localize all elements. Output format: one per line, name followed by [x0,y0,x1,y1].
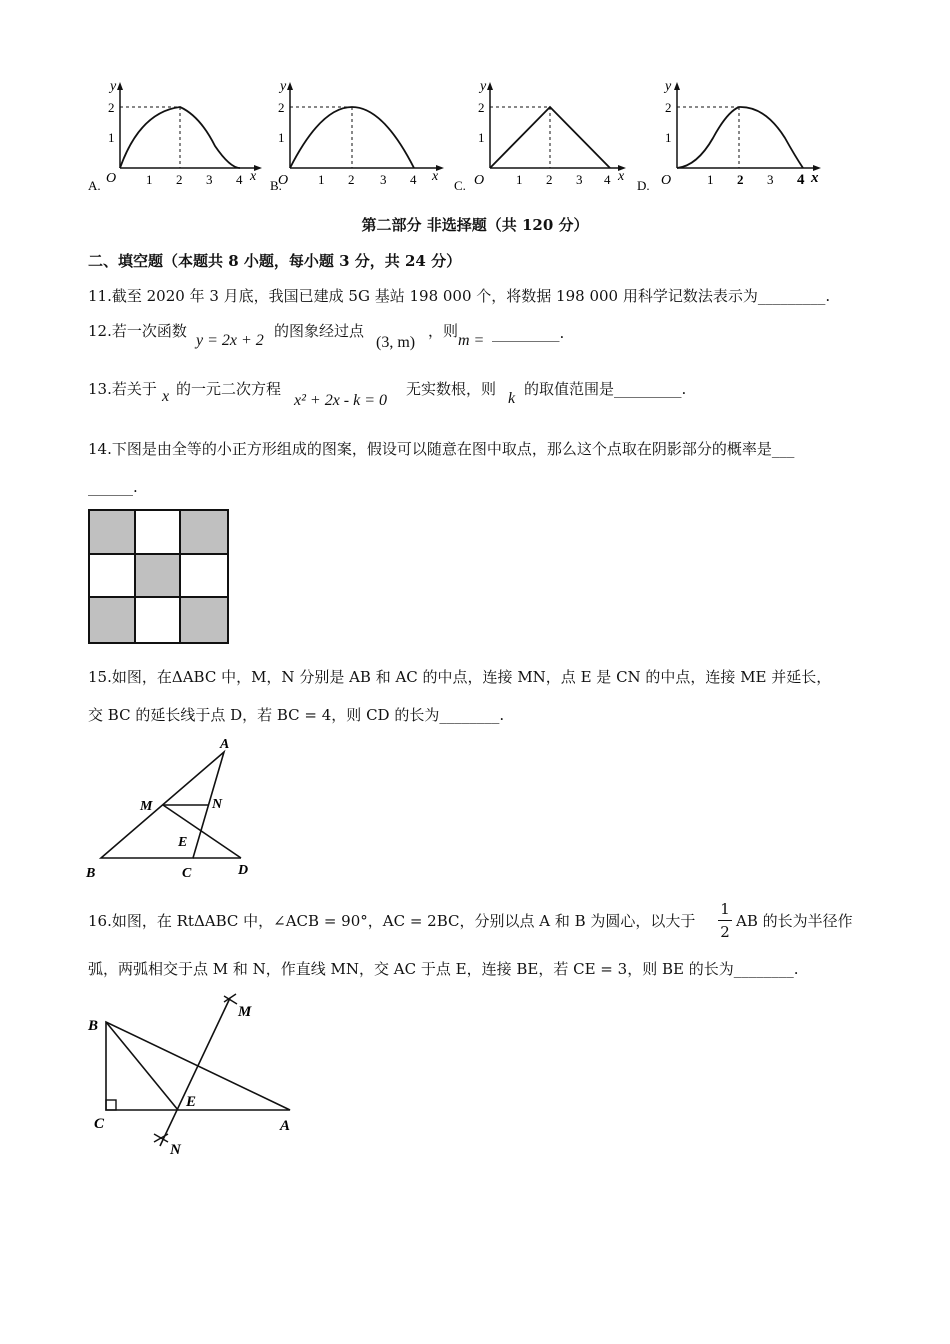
question-11: 11.截至 2020 年 3 月底，我国已建成 5G 基站 198 000 个，将数据 198 000 用科学记数法表示为_________. [88,287,831,305]
svg-text:2: 2 [348,172,355,187]
label-N: N [212,797,223,812]
svg-text:y: y [665,79,672,94]
triangle-figure-q15 [80,732,270,882]
svg-text:2: 2 [665,100,672,115]
svg-text:y: y [480,79,487,94]
svg-text:B.: B. [270,178,282,193]
svg-text:4: 4 [236,172,243,187]
label-D: D [238,863,249,878]
svg-text:x: x [618,169,625,184]
section-title: 二、填空题（本题共 8 小题，每小题 3 分，共 24 分） [88,252,462,270]
svg-text:2: 2 [478,100,485,115]
question-15-line1: 15.如图，在ΔABC 中，M，N 分别是 AB 和 AC 的中点，连接 MN，点 E 是 CN 的中点，连接 ME 并延长， [88,668,832,686]
answer-blank: _________. [492,324,565,342]
grid-cell-shaded [181,511,227,555]
grid-cell-shaded [90,511,136,555]
graph-a [80,76,270,196]
svg-text:3: 3 [380,172,387,187]
svg-text:1: 1 [707,172,714,187]
svg-text:3: 3 [767,172,774,187]
svg-text:O: O [106,171,117,186]
svg-text:2: 2 [278,100,285,115]
svg-text:1: 1 [478,130,485,145]
label-A: A [280,1118,291,1134]
question-16-line1: 16.如图，在 RtΔABC 中，∠ACB = 90°，AC = 2BC，分别以点 A 和 B 为圆心，以大于 1 2 AB 的长为半径作 [88,900,853,941]
label-M: M [238,1004,252,1020]
svg-text:C.: C. [454,178,466,193]
svg-text:O: O [661,173,672,188]
triangle-figure-q16 [84,988,291,1162]
svg-text:4: 4 [797,172,805,188]
svg-text:1: 1 [516,172,523,187]
label-M: M [140,799,153,814]
shaded-grid-figure [88,509,229,644]
svg-text:1: 1 [108,130,115,145]
svg-text:1: 1 [278,130,285,145]
grid-cell-shaded [181,598,227,642]
svg-text:2: 2 [108,100,115,115]
svg-text:2: 2 [737,172,744,187]
graph-d [635,76,835,196]
svg-text:2: 2 [176,172,183,187]
svg-text:2: 2 [546,172,553,187]
label-C: C [94,1116,105,1132]
svg-text:1: 1 [146,172,153,187]
question-15-line2: 交 BC 的延长线于点 D，若 BC = 4，则 CD 的长为________. [88,706,505,724]
svg-text:x: x [432,169,439,184]
equation: x² + 2x - k = 0 [294,392,388,409]
question-16-line2: 弧，两弧相交于点 M 和 N，作直线 MN，交 AC 于点 E，连接 BE，若 CE = 3，则 BE 的长为________. [88,960,799,978]
label-N: N [170,1142,181,1158]
svg-text:1: 1 [318,172,325,187]
grid-cell [181,555,227,599]
grid-cell [90,555,136,599]
option-graphs [80,76,880,196]
graph-b [268,76,458,196]
grid-cell-shaded [136,555,182,599]
question-14-line1: 14.下图是由全等的小正方形组成的图案，假设可以随意在图中取点，那么这个点取在阴影部分的概率是___ [88,440,795,458]
label-C: C [182,866,192,881]
function-expression: y = 2x + 2 [196,332,264,349]
label-E: E [186,1094,197,1110]
question-14-line2: ______. [88,478,138,496]
svg-text:O: O [278,173,289,188]
svg-text:1: 1 [665,130,672,145]
question-12: 12.若一次函数 y = 2x + 2 的图象经过点 (3, m) ，则 m = _________. [88,322,565,351]
label-B: B [88,1018,99,1034]
part-title: 第二部分 非选择题（共 120 分） [361,216,589,234]
graph-c [452,76,642,196]
svg-text:4: 4 [410,172,417,187]
label-B: B [86,866,96,881]
question-13: 13.若关于 x 的一元二次方程 x² + 2x - k = 0 无实数根，则 k 的取值范围是_________. [88,380,687,409]
label-E: E [178,835,188,850]
option-label: A. [88,178,101,193]
svg-text:y: y [280,79,287,94]
svg-text:4: 4 [604,172,611,187]
svg-text:3: 3 [576,172,583,187]
label-A: A [220,737,230,752]
svg-text:x: x [250,169,257,184]
grid-cell [136,511,182,555]
svg-text:O: O [474,173,485,188]
svg-text:y: y [110,79,117,94]
svg-text:D.: D. [637,178,650,193]
grid-cell-shaded [90,598,136,642]
svg-text:3: 3 [206,172,213,187]
point-expression: (3, m) [376,334,416,351]
grid-cell [136,598,182,642]
svg-text:x: x [811,170,819,186]
